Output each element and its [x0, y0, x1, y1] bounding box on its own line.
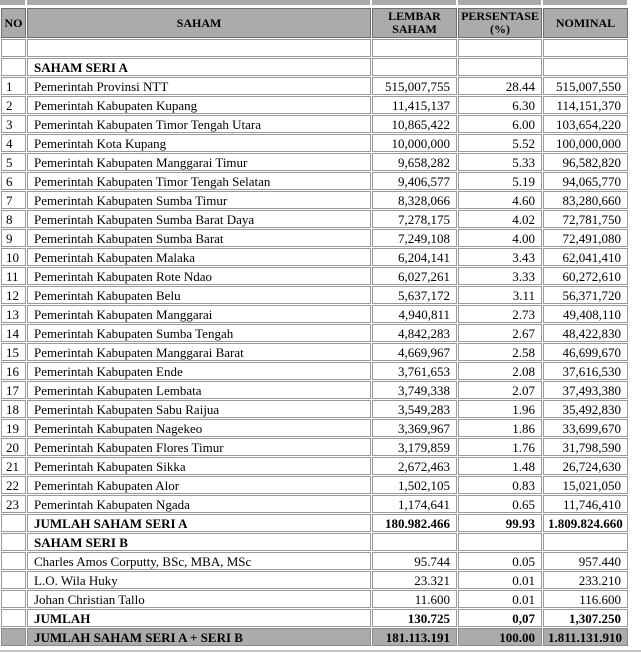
share-count-cell: 180.982.466: [372, 514, 457, 532]
nominal-cell: 116.600: [543, 590, 628, 608]
share-count-cell: 6,027,261: [372, 267, 457, 285]
row-number-cell: 5: [1, 153, 26, 171]
percentage-cell: 4.02: [458, 210, 542, 228]
nominal-cell: 48,422,830: [543, 324, 628, 342]
table-row: [1, 362, 628, 380]
row-number-cell: [1, 39, 26, 57]
share-count-cell: [372, 39, 457, 57]
table-row: [1, 172, 628, 190]
table-row: [1, 457, 628, 475]
nominal-cell: 94,065,770: [543, 172, 628, 190]
nominal-cell: 11,746,410: [543, 495, 628, 513]
share-count-cell: 95.744: [372, 552, 457, 570]
table-row: [1, 400, 628, 418]
percentage-cell: 2.67: [458, 324, 542, 342]
table-row: [1, 77, 628, 95]
table-row: [1, 115, 628, 133]
nominal-cell: 72,491,080: [543, 229, 628, 247]
share-count-cell: 2,672,463: [372, 457, 457, 475]
nominal-cell: 62,041,410: [543, 248, 628, 266]
share-count-cell: 181.113.191: [372, 628, 457, 646]
total-row: [1, 609, 628, 627]
share-count-cell: 6,204,141: [372, 248, 457, 266]
row-number-cell: 11: [1, 267, 26, 285]
shareholder-name-cell: Pemerintah Kabupaten Sikka: [27, 457, 371, 475]
share-count-cell: 130.725: [372, 609, 457, 627]
shareholder-name-cell: Pemerintah Kabupaten Malaka: [27, 248, 371, 266]
share-count-cell: [372, 533, 457, 551]
percentage-cell: 1.86: [458, 419, 542, 437]
share-count-cell: 23.321: [372, 571, 457, 589]
nominal-cell: 37,493,380: [543, 381, 628, 399]
percentage-cell: 28.44: [458, 77, 542, 95]
share-count-cell: 9,658,282: [372, 153, 457, 171]
table-row: [1, 153, 628, 171]
share-count-cell: 3,179,859: [372, 438, 457, 456]
share-count-cell: 10,865,422: [372, 115, 457, 133]
share-count-cell: 7,249,108: [372, 229, 457, 247]
percentage-cell: 2.08: [458, 362, 542, 380]
nominal-cell: 96,582,820: [543, 153, 628, 171]
shareholder-name-cell: Pemerintah Kabupaten Manggarai Timur: [27, 153, 371, 171]
share-count-cell: 11.600: [372, 590, 457, 608]
nominal-cell: 46,699,670: [543, 343, 628, 361]
table-row: [1, 267, 628, 285]
share-count-cell: 11,415,137: [372, 96, 457, 114]
shareholder-name-cell: Charles Amos Corputty, BSc, MBA, MSc: [27, 552, 371, 570]
section-row: [1, 58, 628, 76]
row-number-cell: 3: [1, 115, 26, 133]
table-row: [1, 248, 628, 266]
percentage-cell: 4.60: [458, 191, 542, 209]
nominal-cell: [543, 39, 628, 57]
total-row: [1, 514, 628, 532]
header-lembar-saham: LEMBAR SAHAM: [372, 8, 457, 38]
table-row: [1, 590, 628, 608]
row-number-cell: 8: [1, 210, 26, 228]
percentage-cell: 1.48: [458, 457, 542, 475]
row-number-cell: [1, 58, 26, 76]
nominal-cell: 49,408,110: [543, 305, 628, 323]
nominal-cell: 37,616,530: [543, 362, 628, 380]
header-no: NO: [1, 8, 26, 38]
row-number-cell: 18: [1, 400, 26, 418]
nominal-cell: 1.809.824.660: [543, 514, 628, 532]
shareholder-name-cell: Pemerintah Kabupaten Manggarai Barat: [27, 343, 371, 361]
share-count-cell: 4,940,811: [372, 305, 457, 323]
share-count-cell: 3,369,967: [372, 419, 457, 437]
table-header: [1, 8, 628, 38]
nominal-cell: 1,307.250: [543, 609, 628, 627]
percentage-cell: 2.73: [458, 305, 542, 323]
share-count-cell: 8,328,066: [372, 191, 457, 209]
nominal-cell: 72,781,750: [543, 210, 628, 228]
percentage-cell: 2.58: [458, 343, 542, 361]
table-row: [1, 229, 628, 247]
shareholder-name-cell: Pemerintah Kabupaten Flores Timur: [27, 438, 371, 456]
percentage-cell: [458, 58, 542, 76]
nominal-cell: 56,371,720: [543, 286, 628, 304]
row-number-cell: 2: [1, 96, 26, 114]
percentage-cell: [458, 39, 542, 57]
percentage-cell: 3.11: [458, 286, 542, 304]
percentage-cell: 2.07: [458, 381, 542, 399]
shareholder-name-cell: SAHAM SERI B: [27, 533, 371, 551]
row-number-cell: 12: [1, 286, 26, 304]
percentage-cell: 5.52: [458, 134, 542, 152]
table-row: [1, 286, 628, 304]
share-count-cell: 3,761,653: [372, 362, 457, 380]
percentage-cell: 100.00: [458, 628, 542, 646]
shareholder-name-cell: Pemerintah Kabupaten Rote Ndao: [27, 267, 371, 285]
row-number-cell: 7: [1, 191, 26, 209]
percentage-cell: 4.00: [458, 229, 542, 247]
row-number-cell: 16: [1, 362, 26, 380]
nominal-cell: 15,021,050: [543, 476, 628, 494]
percentage-cell: 5.19: [458, 172, 542, 190]
percentage-cell: 1.96: [458, 400, 542, 418]
share-count-cell: 5,637,172: [372, 286, 457, 304]
shareholder-name-cell: Pemerintah Kabupaten Sumba Tengah: [27, 324, 371, 342]
percentage-cell: 3.43: [458, 248, 542, 266]
table-row: [1, 210, 628, 228]
shareholder-name-cell: Pemerintah Kabupaten Timor Tengah Utara: [27, 115, 371, 133]
share-count-cell: 10,000,000: [372, 134, 457, 152]
percentage-cell: 0,07: [458, 609, 542, 627]
shareholder-name-cell: Pemerintah Kabupaten Kupang: [27, 96, 371, 114]
nominal-cell: [543, 533, 628, 551]
share-count-cell: 7,278,175: [372, 210, 457, 228]
nominal-cell: 100,000,000: [543, 134, 628, 152]
shareholder-name-cell: Pemerintah Provinsi NTT: [27, 77, 371, 95]
percentage-cell: 3.33: [458, 267, 542, 285]
percentage-cell: 5.33: [458, 153, 542, 171]
row-number-cell: [1, 533, 26, 551]
nominal-cell: 957.440: [543, 552, 628, 570]
percentage-cell: 0.83: [458, 476, 542, 494]
percentage-cell: 0.01: [458, 571, 542, 589]
row-number-cell: 6: [1, 172, 26, 190]
shareholder-name-cell: Pemerintah Kabupaten Manggarai: [27, 305, 371, 323]
header-persentase: PERSENTASE (%): [458, 8, 542, 38]
row-number-cell: 20: [1, 438, 26, 456]
nominal-cell: 515,007,550: [543, 77, 628, 95]
table-row: [1, 191, 628, 209]
table-row: [1, 324, 628, 342]
shareholder-name-cell: Pemerintah Kabupaten Belu: [27, 286, 371, 304]
row-number-cell: 9: [1, 229, 26, 247]
shareholder-name-cell: Pemerintah Kabupaten Lembata: [27, 381, 371, 399]
table-row: [1, 476, 628, 494]
row-number-cell: [1, 571, 26, 589]
share-count-cell: 3,549,283: [372, 400, 457, 418]
row-number-cell: 23: [1, 495, 26, 513]
percentage-cell: 6.00: [458, 115, 542, 133]
row-number-cell: 13: [1, 305, 26, 323]
grand-total-row: [1, 628, 628, 646]
shareholder-name-cell: [27, 39, 371, 57]
row-number-cell: 4: [1, 134, 26, 152]
table-row: [1, 96, 628, 114]
shareholder-name-cell: JUMLAH SAHAM SERI A + SERI B: [27, 628, 371, 646]
share-count-cell: [372, 58, 457, 76]
row-number-cell: [1, 609, 26, 627]
percentage-cell: 99.93: [458, 514, 542, 532]
table-row: [1, 552, 628, 570]
section-row: [1, 533, 628, 551]
share-count-cell: 4,669,967: [372, 343, 457, 361]
share-count-cell: 9,406,577: [372, 172, 457, 190]
shareholder-name-cell: Pemerintah Kabupaten Alor: [27, 476, 371, 494]
shareholder-name-cell: Pemerintah Kabupaten Ngada: [27, 495, 371, 513]
nominal-cell: 60,272,610: [543, 267, 628, 285]
shareholder-name-cell: L.O. Wila Huky: [27, 571, 371, 589]
row-number-cell: 15: [1, 343, 26, 361]
row-number-cell: 14: [1, 324, 26, 342]
table-row: [1, 381, 628, 399]
table-row: [1, 438, 628, 456]
row-number-cell: 17: [1, 381, 26, 399]
shareholders-table: [0, 7, 629, 647]
shareholder-name-cell: Pemerintah Kabupaten Timor Tengah Selatan: [27, 172, 371, 190]
nominal-cell: 26,724,630: [543, 457, 628, 475]
share-count-cell: 3,749,338: [372, 381, 457, 399]
row-number-cell: [1, 514, 26, 532]
nominal-cell: 233.210: [543, 571, 628, 589]
percentage-cell: 0.05: [458, 552, 542, 570]
row-number-cell: 19: [1, 419, 26, 437]
previous-row-sliver: [0, 0, 641, 5]
table-row: [1, 134, 628, 152]
table-body: [1, 39, 628, 646]
table-row: [1, 419, 628, 437]
shareholder-name-cell: JUMLAH: [27, 609, 371, 627]
nominal-cell: 83,280,660: [543, 191, 628, 209]
nominal-cell: 114,151,370: [543, 96, 628, 114]
nominal-cell: 103,654,220: [543, 115, 628, 133]
table-row: [1, 305, 628, 323]
empty-row: [1, 39, 628, 57]
table-row: [1, 495, 628, 513]
row-number-cell: 1: [1, 77, 26, 95]
shareholder-name-cell: Johan Christian Tallo: [27, 590, 371, 608]
header-saham: SAHAM: [27, 8, 371, 38]
row-number-cell: [1, 552, 26, 570]
header-nominal: NOMINAL: [543, 8, 628, 38]
shareholder-name-cell: Pemerintah Kabupaten Sabu Raijua: [27, 400, 371, 418]
share-count-cell: 4,842,283: [372, 324, 457, 342]
share-count-cell: 515,007,755: [372, 77, 457, 95]
nominal-cell: 33,699,670: [543, 419, 628, 437]
nominal-cell: 1.811.131.910: [543, 628, 628, 646]
table-row: [1, 343, 628, 361]
table-row: [1, 571, 628, 589]
nominal-cell: 35,492,830: [543, 400, 628, 418]
share-count-cell: 1,174,641: [372, 495, 457, 513]
page-bottom-rule: [0, 650, 641, 652]
row-number-cell: 22: [1, 476, 26, 494]
shareholder-name-cell: Pemerintah Kabupaten Sumba Timur: [27, 191, 371, 209]
row-number-cell: 21: [1, 457, 26, 475]
shareholder-name-cell: SAHAM SERI A: [27, 58, 371, 76]
shareholder-name-cell: Pemerintah Kota Kupang: [27, 134, 371, 152]
percentage-cell: 6.30: [458, 96, 542, 114]
row-number-cell: 10: [1, 248, 26, 266]
nominal-cell: [543, 58, 628, 76]
shareholder-name-cell: Pemerintah Kabupaten Sumba Barat: [27, 229, 371, 247]
percentage-cell: 0.65: [458, 495, 542, 513]
nominal-cell: 31,798,590: [543, 438, 628, 456]
shareholder-name-cell: Pemerintah Kabupaten Sumba Barat Daya: [27, 210, 371, 228]
row-number-cell: [1, 590, 26, 608]
shareholder-name-cell: Pemerintah Kabupaten Nagekeo: [27, 419, 371, 437]
shareholder-name-cell: Pemerintah Kabupaten Ende: [27, 362, 371, 380]
header-row: [1, 8, 628, 38]
shareholder-name-cell: JUMLAH SAHAM SERI A: [27, 514, 371, 532]
percentage-cell: 0.01: [458, 590, 542, 608]
percentage-cell: [458, 533, 542, 551]
share-count-cell: 1,502,105: [372, 476, 457, 494]
percentage-cell: 1.76: [458, 438, 542, 456]
row-number-cell: [1, 628, 26, 646]
